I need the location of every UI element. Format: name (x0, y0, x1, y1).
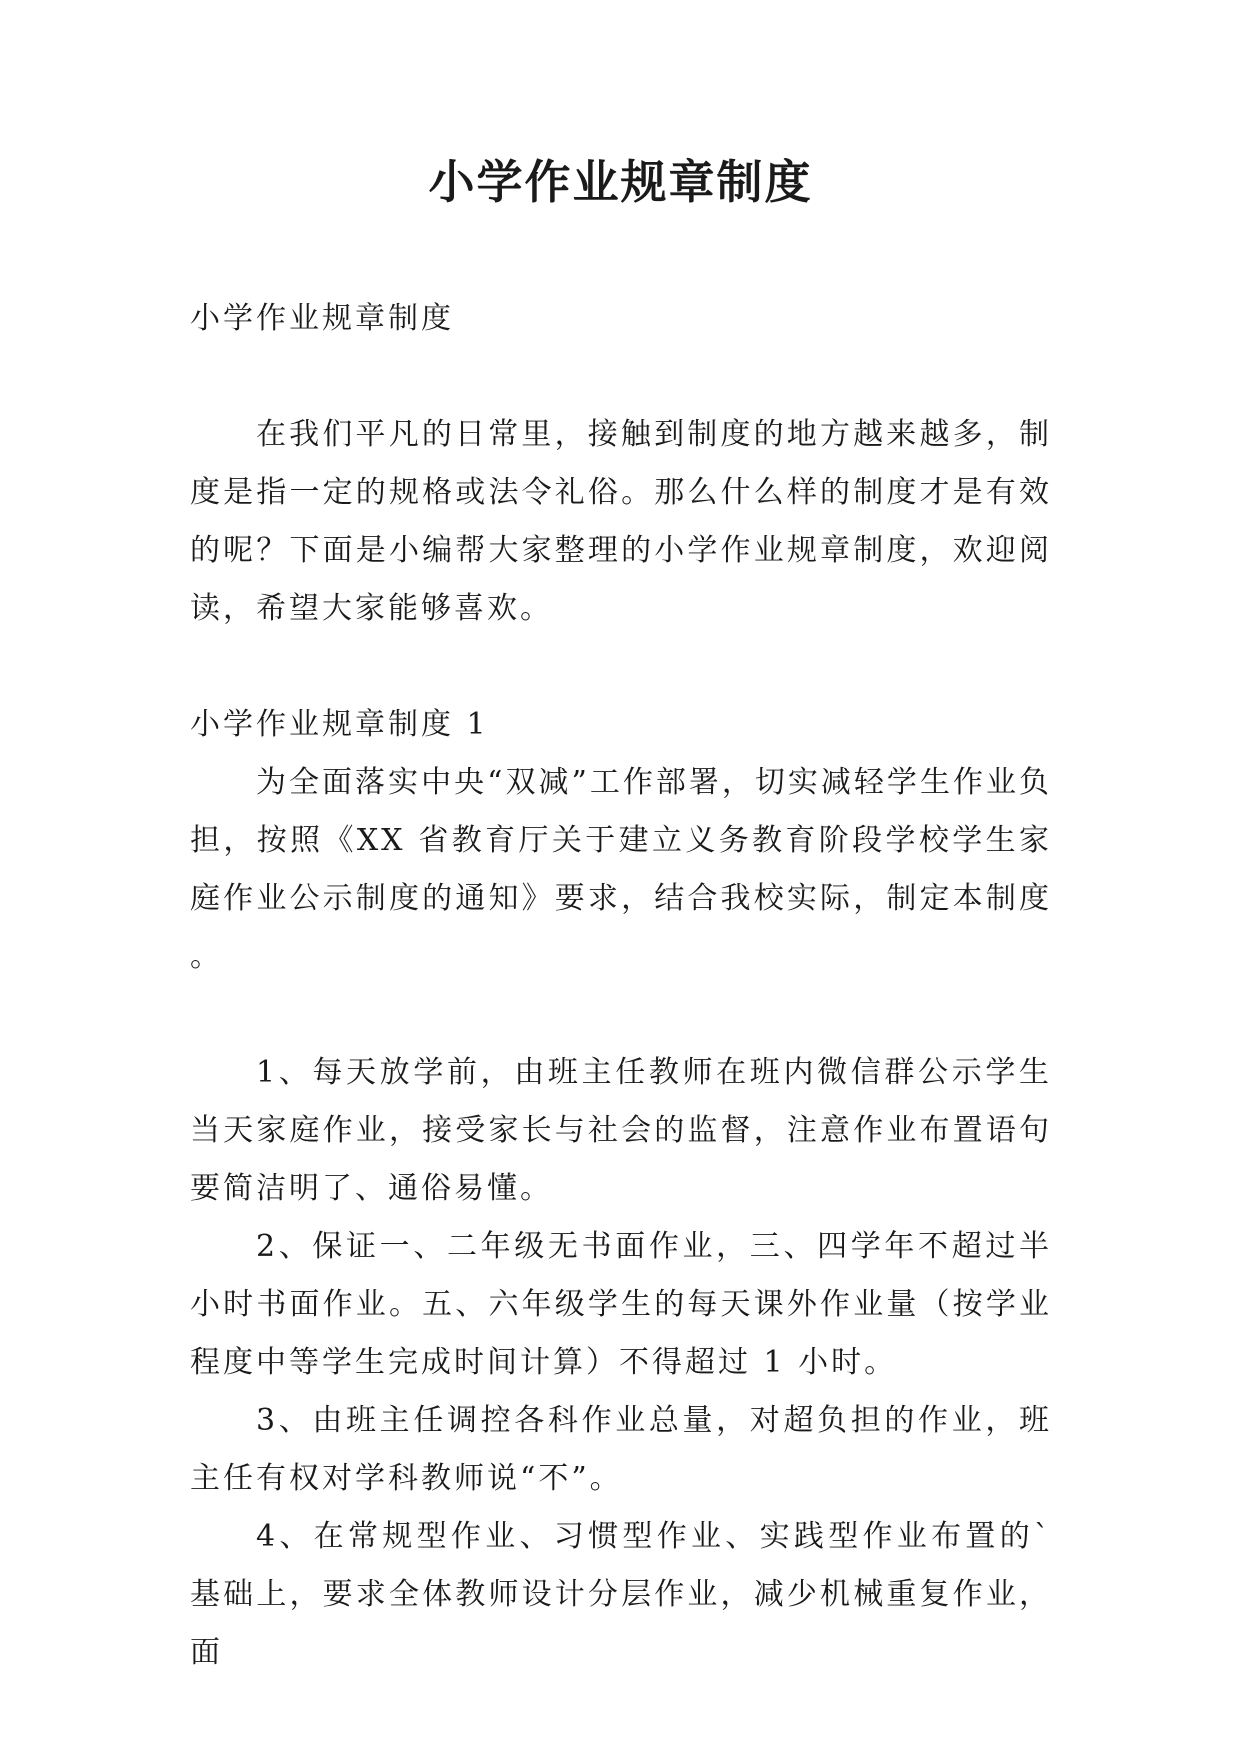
list-item: 1、每天放学前，由班主任教师在班内微信群公示学生当天家庭作业，接受家长与社会的监督，注意作业布置语句要简洁明了、通俗易懂。 (190, 1055, 1052, 1206)
intro-paragraph: 在我们平凡的日常里，接触到制度的地方越来越多，制度是指一定的规格或法令礼俗。那么什么样的制度才是有效的呢？下面是小编帮大家整理的小学作业规章制度，欢迎阅读，希望大家能够喜欢。 (190, 417, 1052, 626)
list-item: 4、在常规型作业、习惯型作业、实践型作业布置的`基础上，要求全体教师设计分层作业，减少机械重复作业，面 (190, 1519, 1052, 1670)
document-body (190, 290, 1052, 1682)
section-heading: 小学作业规章制度 1 (190, 707, 489, 742)
section-intro-paragraph: 为全面落实中央“双减”工作部署，切实减轻学生作业负担，按照《XX 省教育厅关于建立义务教育阶段学校学生家庭作业公示制度的通知》要求，结合我校实际，制定本制度。 (190, 765, 1052, 974)
list-item: 2、保证一、二年级无书面作业，三、四学年不超过半小时书面作业。五、六年级学生的每天课外作业量（按学业程度中等学生完成时间计算）不得超过 1 小时。 (190, 1229, 1052, 1380)
list-item: 3、由班主任调控各科作业总量，对超负担的作业，班主任有权对学科教师说“不”。 (190, 1403, 1052, 1496)
document-title: 小学作业规章制度 (428, 155, 813, 209)
document-subtitle: 小学作业规章制度 (190, 301, 454, 336)
